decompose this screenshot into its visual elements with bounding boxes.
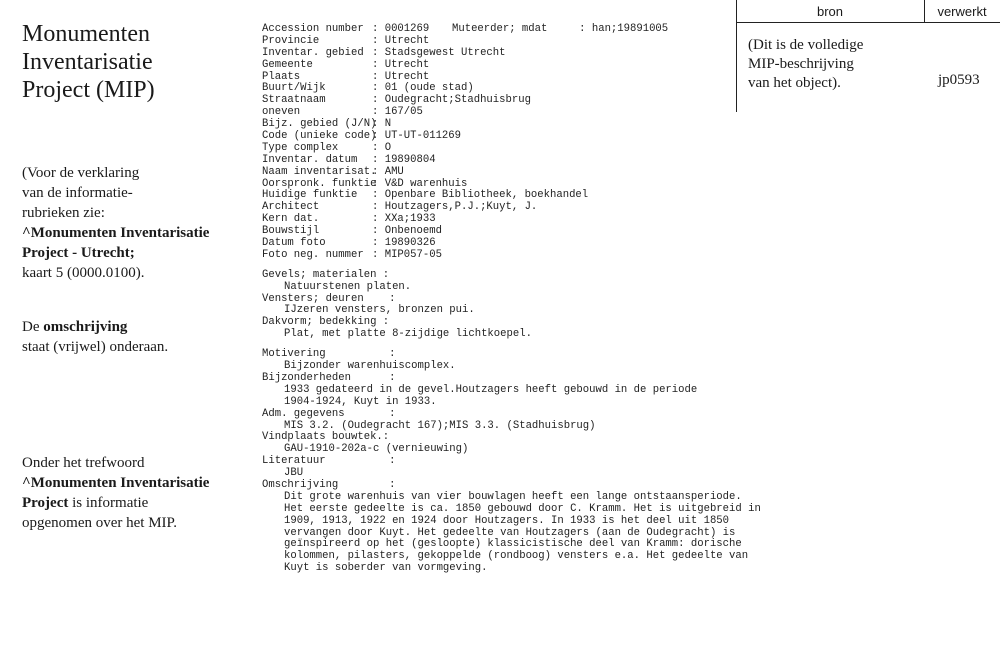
field-label: Accession number: [262, 23, 364, 35]
section-text: geïnspireerd op het (gesloopte) klassicistische deel van Kramm: dorische: [284, 538, 742, 551]
field-label: Type complex: [262, 141, 339, 154]
section-label: Motivering :: [262, 348, 396, 361]
field-value: : Openbare Bibliotheek, boekhandel: [372, 189, 589, 202]
field-label: Architect: [262, 201, 320, 214]
field-label: oneven: [262, 106, 301, 119]
field-value: : 19890326: [372, 237, 436, 250]
field-value: : UT-UT-011269: [372, 130, 462, 143]
note3-line: opgenomen over het MIP.: [22, 515, 177, 531]
record-field-row: [262, 95, 732, 107]
record-field-row: [262, 250, 732, 262]
section-text: vervangen door Kuyt. Het gedeelte van Houtzagers (aan de Oudegracht) is: [284, 526, 736, 539]
note1-line: rubrieken zie:: [22, 205, 105, 221]
field-label: Naam inventarisat.: [262, 165, 377, 178]
field-value: : AMU: [372, 165, 404, 178]
record-field-row: [262, 155, 732, 167]
field-value: : Utrecht: [372, 58, 430, 71]
note2-prefix: De: [22, 319, 44, 335]
field-label: Buurt/Wijk: [262, 82, 326, 95]
field-value: : Stadsgewest Utrecht: [372, 46, 506, 59]
note1-reference-bold: ^Monumenten Inventarisatie: [22, 225, 210, 241]
record-field-row: [262, 202, 732, 214]
field-label: Bijz. gebied (J/N): [262, 118, 377, 131]
mip-record: [262, 23, 761, 575]
section-label: Vensters; deuren :: [262, 292, 396, 305]
section-text: Dit grote warenhuis van vier bouwlagen heeft een lange ontstaansperiode.: [284, 490, 742, 503]
field-label: Oorspronk. funktie: [262, 177, 377, 190]
section-text: kolommen, pilasters, gekoppelde (rondboog) vensters e.a. Het gedeelte van: [284, 550, 749, 563]
field-value: : Oudegracht;Stadhuisbrug: [372, 94, 531, 107]
title-line-3: Project (MIP): [22, 77, 155, 103]
section-text: JBU: [284, 467, 304, 480]
section-label: Adm. gegevens :: [262, 407, 396, 420]
section-label: Vindplaats bouwtek.:: [262, 431, 390, 444]
record-sections-details: [262, 348, 761, 575]
note1-reference-bold: Project - Utrecht;: [22, 245, 135, 261]
record-field-row: [262, 214, 732, 226]
verwerkt-code: jp0593: [938, 72, 980, 88]
note3-suffix: is informatie: [68, 495, 149, 511]
note1-line: van de informatie-: [22, 185, 133, 201]
title-line-1: Monumenten: [22, 21, 150, 47]
field-value: : 0001269: [372, 23, 430, 35]
note-keyword: [22, 453, 237, 533]
section-label: Gevels; materialen :: [262, 268, 390, 281]
record-field-row: [262, 72, 732, 84]
record-field-row: [262, 167, 732, 179]
record-fields: [262, 24, 732, 262]
record-field-row: [262, 24, 732, 36]
note3-line: Onder het trefwoord: [22, 455, 145, 471]
section-text: GAU-1910-202a-c (vernieuwing): [284, 443, 469, 456]
note-description: [22, 317, 237, 357]
field-label: Plaats: [262, 70, 301, 83]
section-text: 1904-1924, Kuyt in 1933.: [284, 395, 437, 408]
field-extra: Muteerder; mdat : han;19891005: [452, 23, 669, 35]
title-line-2: Inventarisatie: [22, 49, 153, 75]
source-description-line: van het object).: [748, 75, 841, 91]
section-text: Bijzonder warenhuiscomplex.: [284, 360, 456, 373]
field-label: Code (unieke code): [262, 130, 377, 143]
section-text: MIS 3.2. (Oudegracht 167);MIS 3.3. (Stadhuisbrug): [284, 419, 596, 432]
field-value: : O: [372, 141, 392, 154]
note1-line: (Voor de verklaring: [22, 165, 140, 181]
record-sections-building: [262, 270, 732, 341]
field-label: Gemeente: [262, 58, 313, 71]
section-text: Plat, met platte 8-zijdige lichtkoepel.: [284, 328, 532, 341]
column-header-verwerkt: verwerkt: [937, 4, 987, 19]
column-header-bron: bron: [816, 4, 844, 19]
document-title: [22, 20, 232, 104]
field-value: : Utrecht: [372, 34, 430, 47]
field-value: : Houtzagers,P.J.;Kuyt, J.: [372, 201, 538, 214]
note3-bold: Project: [22, 495, 69, 511]
field-value: : N: [372, 118, 392, 131]
record-field-row: [262, 60, 732, 72]
source-description: [748, 36, 918, 93]
source-description-line: MIP-beschrijving: [748, 56, 854, 72]
field-label: Inventar. gebied: [262, 46, 364, 59]
note2-line: staat (vrijwel) onderaan.: [22, 339, 169, 355]
field-value: : 19890804: [372, 153, 436, 166]
record-field-row: [262, 48, 732, 60]
field-value: : V&D warenhuis: [372, 177, 468, 190]
field-label: Foto neg. nummer: [262, 248, 364, 261]
section-text: 1909, 1913, 1922 en 1924 door Houtzagers. In 1933 is het deel uit 1850: [284, 514, 730, 527]
section-label: Bijzonderheden :: [262, 371, 396, 384]
field-value: : 01 (oude stad): [372, 82, 474, 95]
source-box: [736, 0, 1000, 112]
field-label: Datum foto: [262, 237, 326, 250]
field-value: : Onbenoemd: [372, 225, 442, 238]
section-label: Dakvorm; bedekking :: [262, 316, 390, 329]
field-value: : Utrecht: [372, 70, 430, 83]
field-label: Straatnaam: [262, 94, 326, 107]
record-field-row: [262, 36, 732, 48]
field-value: : 167/05: [372, 106, 423, 119]
source-description-line: (Dit is de volledige: [748, 37, 864, 53]
section-label: Literatuur :: [262, 455, 396, 468]
field-value: : XXa;1933: [372, 213, 436, 226]
box-header-rule: [736, 22, 1000, 23]
field-label: Huidige funktie: [262, 189, 358, 202]
section-text: IJzeren vensters, bronzen pui.: [284, 304, 475, 317]
field-value: : MIP057-05: [372, 248, 442, 261]
note1-line: kaart 5 (0000.0100).: [22, 265, 145, 281]
section-label: Omschrijving :: [262, 478, 396, 491]
note3-bold: ^Monumenten Inventarisatie: [22, 475, 210, 491]
field-label: Kern dat.: [262, 213, 320, 226]
section-text: Het eerste gedeelte is ca. 1850 gebouwd door C. Kramm. Het is uitgebreid in: [284, 502, 761, 515]
section-text: 1933 gedateerd in de gevel.Houtzagers heeft gebouwd in de periode: [284, 383, 698, 396]
note-explanation: [22, 163, 237, 283]
field-label: Bouwstijl: [262, 225, 320, 238]
record-field-row: [262, 226, 732, 238]
section-text: Natuurstenen platen.: [284, 280, 412, 293]
record-field-row: [262, 143, 732, 155]
note2-bold: omschrijving: [43, 319, 128, 335]
section-text: Kuyt is soberder van vormgeving.: [284, 562, 488, 575]
field-label: Provincie: [262, 34, 320, 47]
field-label: Inventar. datum: [262, 153, 358, 166]
